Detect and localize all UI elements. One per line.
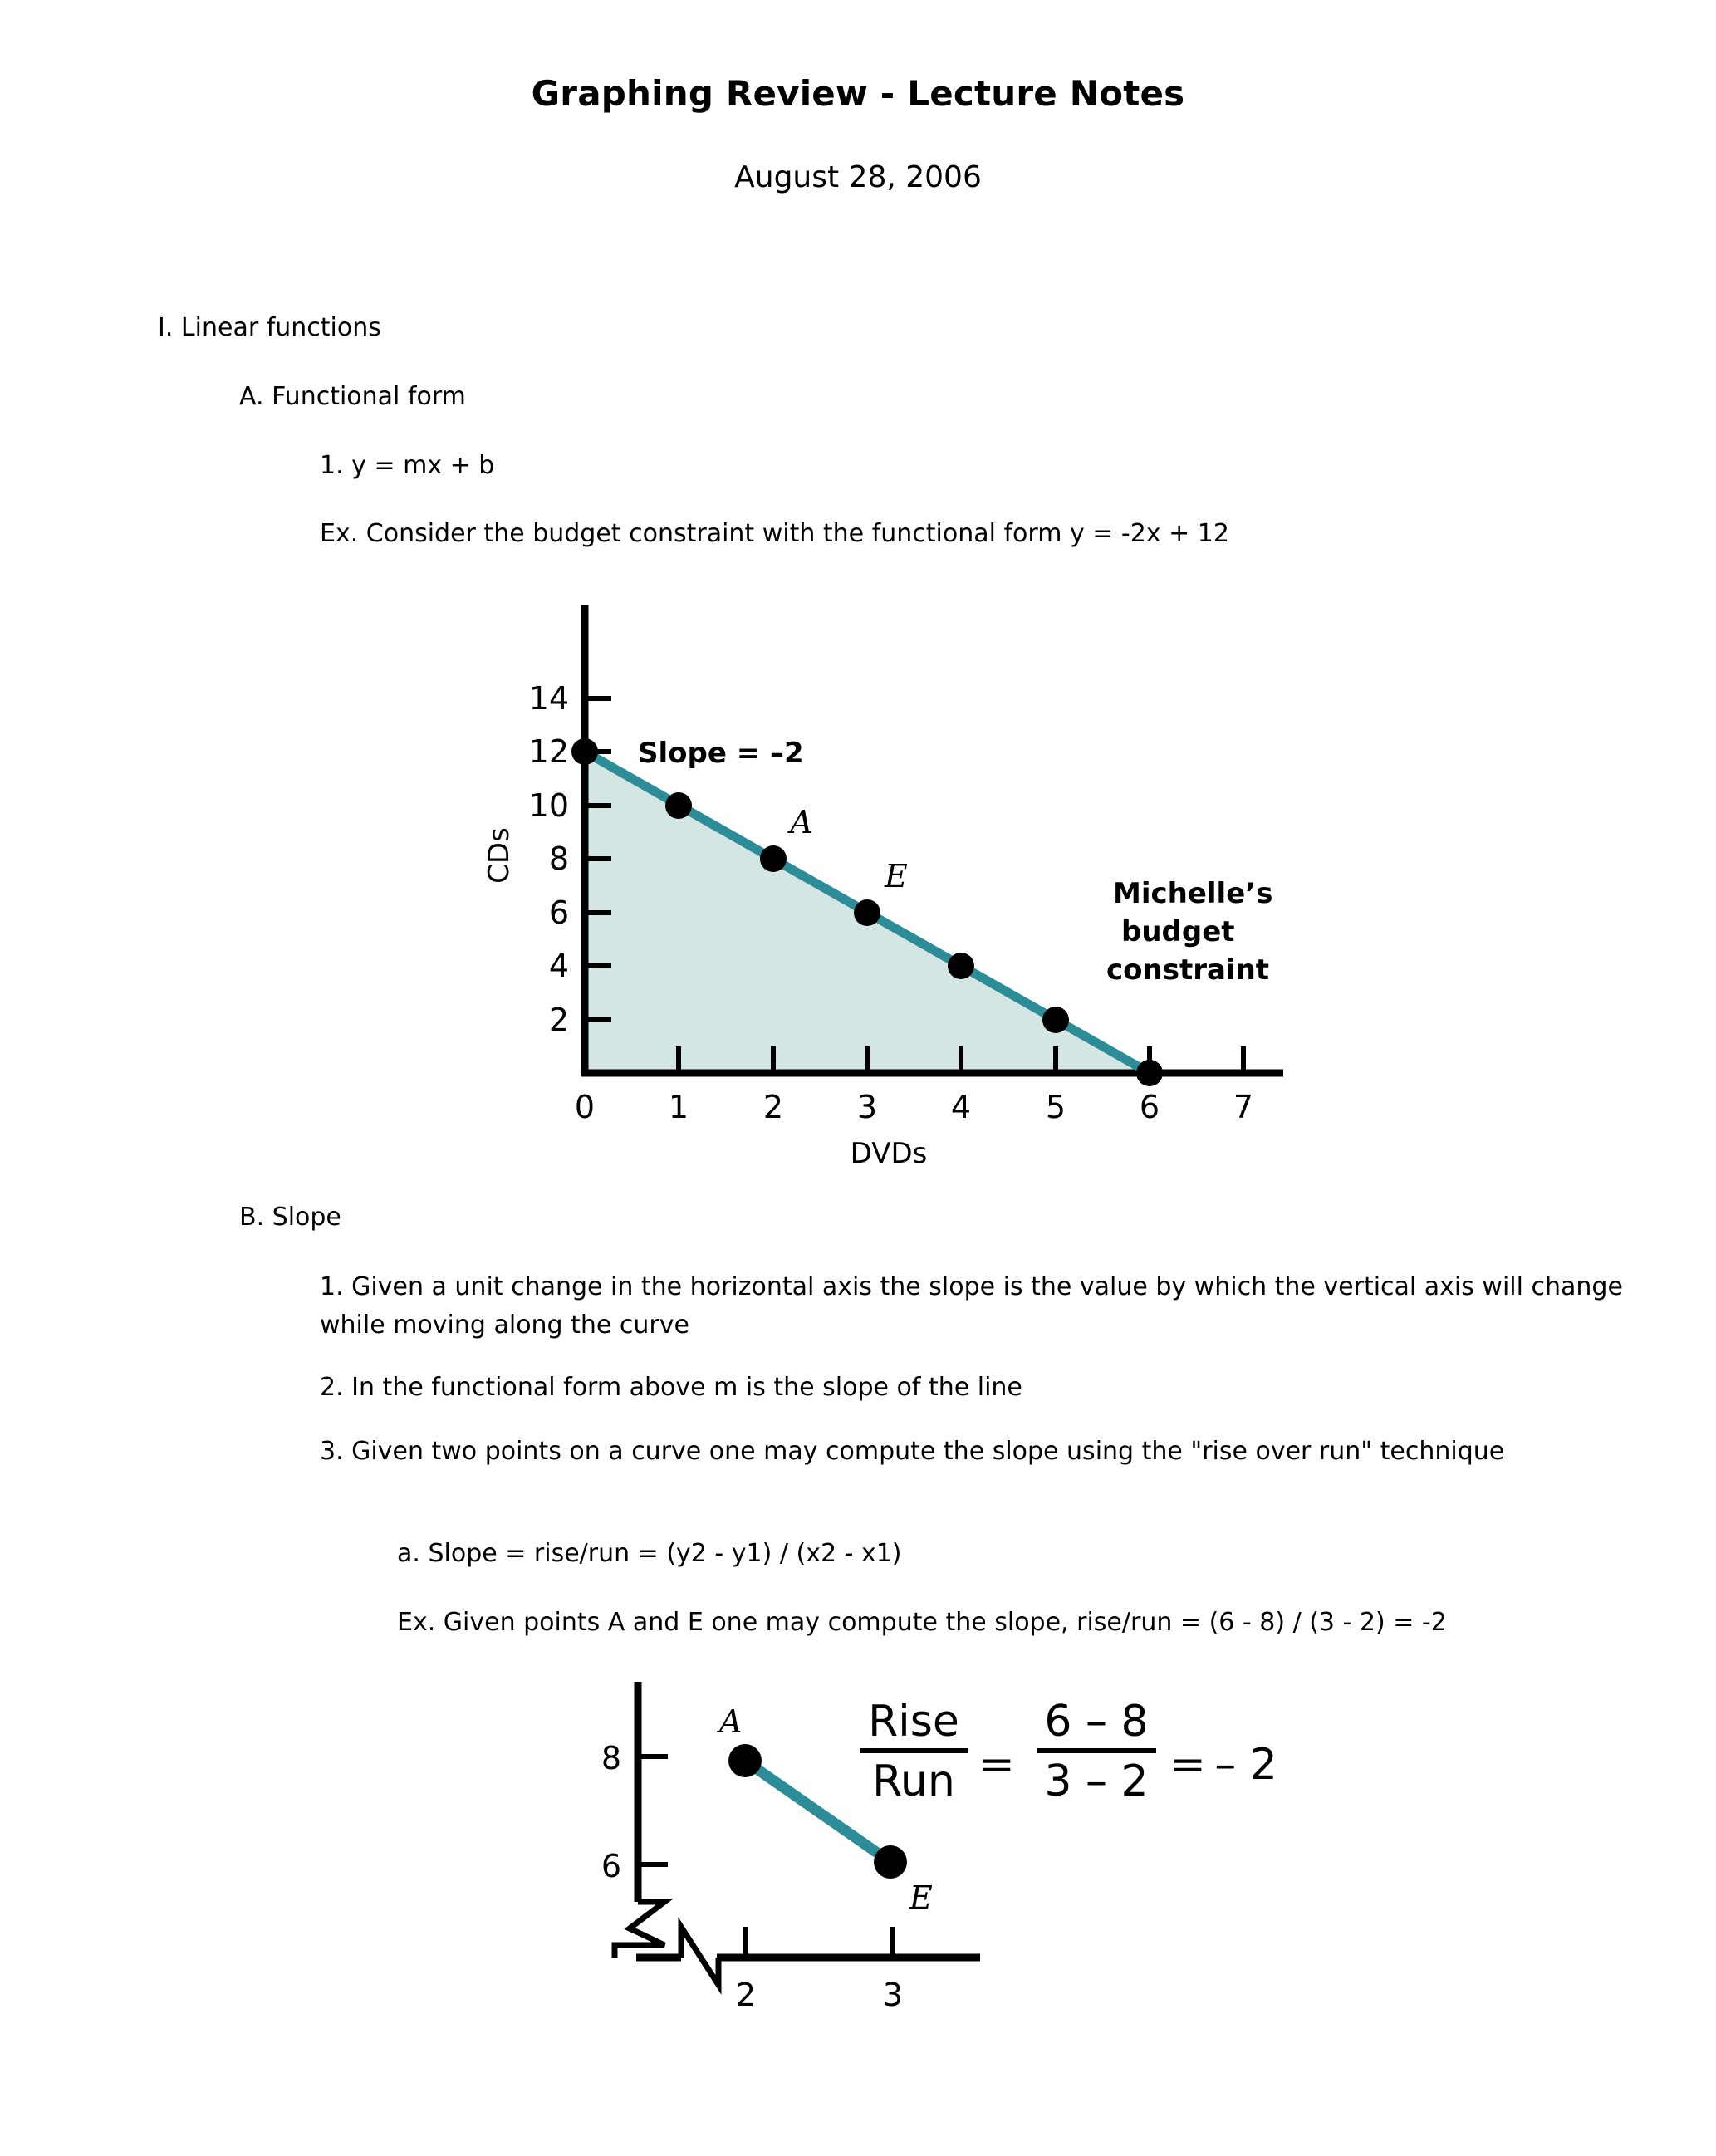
formula-rise: Rise — [868, 1697, 959, 1747]
data-point — [854, 899, 880, 926]
formula-result: – 2 — [1214, 1740, 1277, 1790]
data-point — [1042, 1007, 1069, 1033]
svg-text:budget: budget — [1121, 915, 1235, 948]
svg-text:Michelle’s: Michelle’s — [1113, 877, 1273, 910]
formula-equals-2: = — [1169, 1740, 1206, 1790]
svg-text:1: 1 — [668, 1089, 689, 1125]
data-point — [1136, 1060, 1163, 1086]
formula-numerator: 6 – 8 — [1044, 1697, 1149, 1747]
x-axis-tick-labels — [575, 1089, 1253, 1125]
x-axis-tick-labels — [736, 1977, 903, 2013]
svg-text:3: 3 — [882, 1977, 904, 2013]
x-axis-break-icon — [681, 1927, 718, 1985]
point-label-a: A — [790, 804, 813, 840]
page-date: August 28, 2006 — [734, 160, 982, 194]
data-point-a — [728, 1744, 762, 1777]
svg-text:8: 8 — [601, 1740, 621, 1776]
data-point-e — [874, 1845, 907, 1879]
outline-item-b3a: a. Slope = rise/run = (y2 - y1) / (x2 - x1) — [397, 1539, 902, 1568]
rise-over-run-chart — [581, 1653, 1329, 2068]
svg-text:2: 2 — [548, 1002, 569, 1038]
svg-text:6: 6 — [1139, 1089, 1160, 1125]
svg-text:7: 7 — [1233, 1089, 1254, 1125]
y-axis-title: CDs — [483, 827, 516, 884]
y-axis-tick-labels — [601, 1740, 621, 1884]
budget-constraint-chart — [465, 581, 1346, 1163]
slope-annotation: Slope = –2 — [638, 737, 804, 770]
svg-text:8: 8 — [548, 840, 569, 877]
page-title: Graphing Review - Lecture Notes — [531, 73, 1185, 114]
svg-text:5: 5 — [1045, 1089, 1066, 1125]
data-point — [571, 738, 598, 765]
svg-text:10: 10 — [528, 787, 569, 824]
svg-text:4: 4 — [548, 948, 569, 984]
slope-segment — [745, 1761, 890, 1862]
formula-denominator: 3 – 2 — [1044, 1757, 1149, 1806]
svg-text:3: 3 — [856, 1089, 878, 1125]
formula-run: Run — [872, 1757, 955, 1806]
outline-item-a: A. Functional form — [239, 382, 466, 411]
svg-text:constraint: constraint — [1106, 953, 1270, 987]
svg-text:4: 4 — [950, 1089, 972, 1125]
outline-item-a1: 1. y = mx + b — [320, 451, 495, 480]
svg-text:14: 14 — [528, 680, 569, 717]
svg-text:6: 6 — [601, 1848, 621, 1884]
y-axis-tick-labels — [529, 680, 569, 1038]
svg-text:2: 2 — [735, 1977, 757, 2013]
svg-text:6: 6 — [548, 894, 569, 931]
formula-equals-1: = — [978, 1740, 1015, 1790]
y-axis-ticks — [638, 1757, 668, 1864]
point-label-e: E — [885, 858, 908, 894]
outline-item-b3: 3. Given two points on a curve one may compute the slope using the "rise over run" technique — [320, 1437, 1505, 1466]
svg-text:0: 0 — [574, 1089, 596, 1125]
point-label-e: E — [909, 1879, 933, 1916]
outline-item-i: I. Linear functions — [158, 313, 381, 342]
svg-text:2: 2 — [762, 1089, 784, 1125]
y-axis-break-icon — [615, 1902, 664, 1958]
outline-item-b1: 1. Given a unit change in the horizontal axis the slope is the value by which the vertical axis will change while moving along the curve — [320, 1272, 1631, 1340]
rise-over-run-formula — [860, 1697, 1277, 1806]
svg-text:12: 12 — [528, 733, 569, 770]
data-point — [948, 953, 974, 979]
outline-example-a: Ex. Consider the budget constraint with the functional form y = -2x + 12 — [320, 519, 1229, 548]
x-axis-title: DVDs — [850, 1137, 928, 1163]
data-point — [760, 845, 787, 872]
budget-constraint-annotation — [1106, 877, 1272, 987]
point-label-a: A — [719, 1703, 743, 1740]
outline-item-b: B. Slope — [239, 1203, 341, 1232]
outline-item-b2: 2. In the functional form above m is the slope of the line — [320, 1373, 1022, 1402]
data-point — [665, 792, 692, 819]
x-axis-ticks — [746, 1927, 893, 1958]
outline-example-b: Ex. Given points A and E one may compute the slope, rise/run = (6 - 8) / (3 - 2) = -2 — [397, 1608, 1447, 1637]
